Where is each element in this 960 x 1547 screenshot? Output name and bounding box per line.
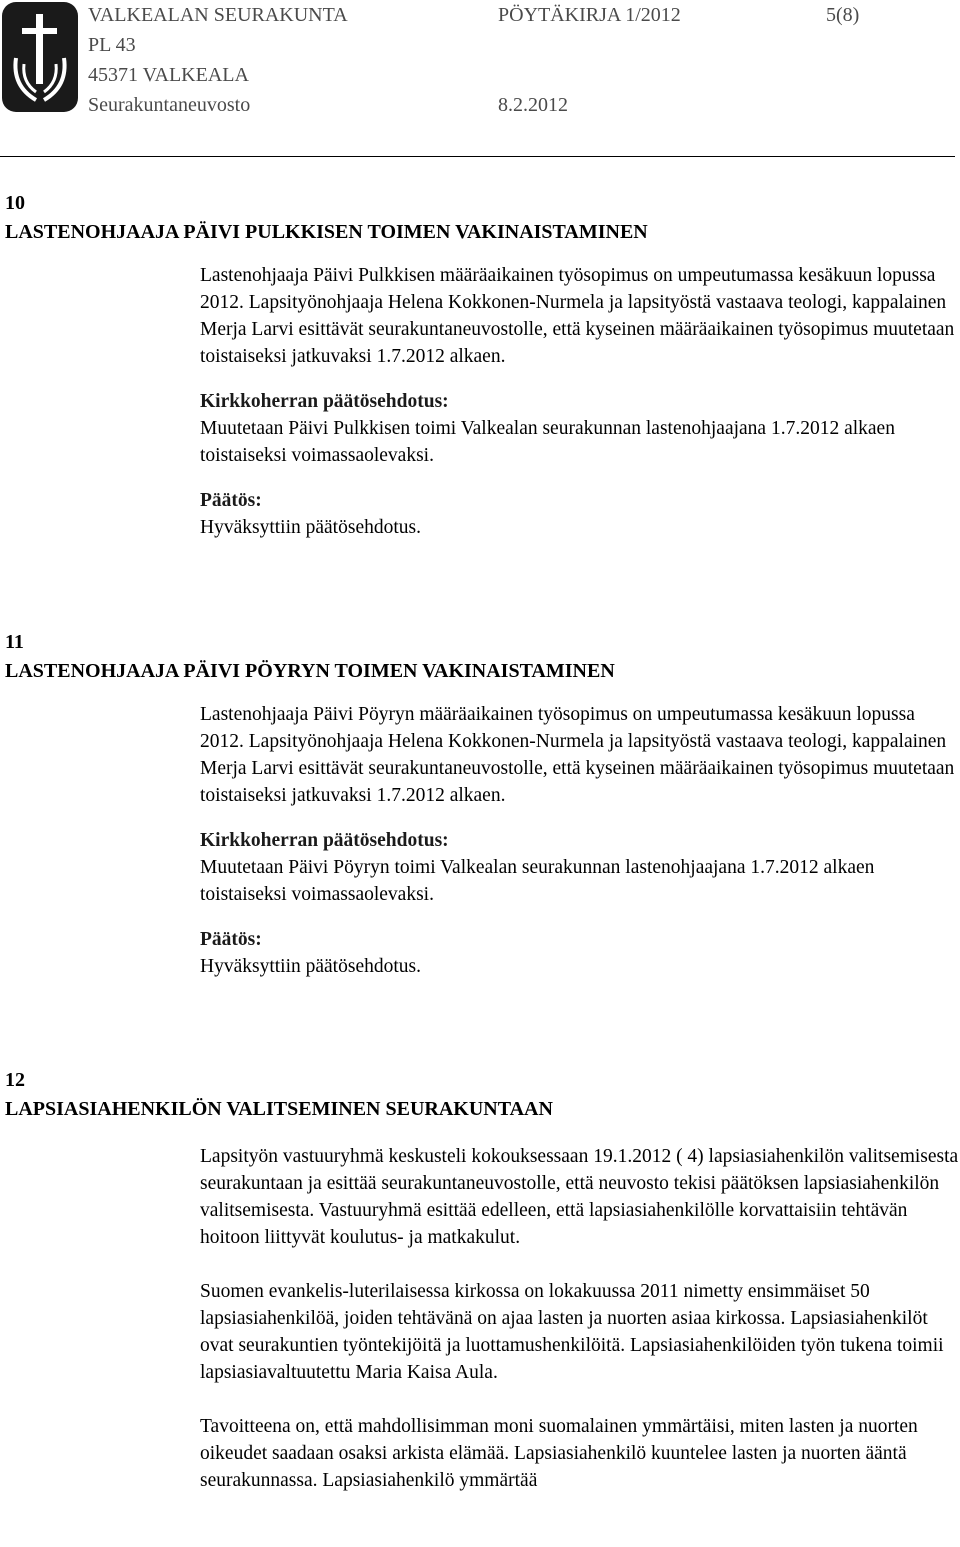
meeting-body: Seurakuntaneuvosto [88,94,251,116]
page-number: 5(8) [826,4,860,26]
section-body [200,262,960,541]
section-title: LASTENOHJAAJA PÄIVI PULKKISEN TOIMEN VAKINAISTAMINEN [5,221,648,243]
section-12 [5,1066,959,1494]
parish-logo-icon [2,2,78,112]
section-number: 11 [5,631,24,653]
section-number: 12 [5,1069,25,1091]
address-line-2: 45371 VALKEALA [88,64,249,86]
decision-label: Päätös: [200,490,262,511]
proposal-text: Muutetaan Päivi Pulkkisen toimi Valkealan seurakunnan lastenohjaajana 1.7.2012 alkaen toistaiseksi voimassaolevaksi. [200,418,895,466]
paragraph: Lapsityön vastuuryhmä keskusteli kokouksessaan 19.1.2012 ( 4) lapsiasiahenkilön valitsemisesta seurakuntaan ja esittää seurakuntaneuvostolle, että neuvosto tekisi päätöksen lapsiasiahenkilön valitsemisesta. Vastuuryhmä esittää edelleen, että lapsiasiahenkilölle korvattaisiin tehtävän hoitoon liittyvät koulutus- ja matkakulut. [200,1146,959,1248]
org-name: VALKEALAN SEURAKUNTA [88,4,348,26]
section-body [200,701,960,980]
section-title: LASTENOHJAAJA PÄIVI PÖYRYN TOIMEN VAKINAISTAMINEN [5,660,615,682]
decision-label: Päätös: [200,929,262,950]
section-title: LAPSIASIAHENKILÖN VALITSEMINEN SEURAKUNTAAN [5,1098,553,1120]
section-10 [5,189,955,541]
doc-title: PÖYTÄKIRJA 1/2012 [498,4,681,26]
paragraph: Suomen evankelis-luterilaisessa kirkossa on lokakuussa 2011 nimetty ensimmäiset 50 lapsiasiahenkilöä, joiden tehtävänä on ajaa lasten ja nuorten asiaa kirkossa. Lapsiasiahenkilöt ovat seurakuntien työntekijöitä ja luottamushenkilöitä. Lapsiasiahenkilöiden työn tukena toimii lapsiasiavaltuutettu Maria Kaisa Aula. [200,1281,944,1383]
proposal-label: Kirkkoherran päätösehdotus: [200,830,449,851]
section-number: 10 [5,192,25,214]
decision-text: Hyväksyttiin päätösehdotus. [200,517,421,538]
paragraph: Tavoitteena on, että mahdollisimman moni suomalainen ymmärtäisi, miten lasten ja nuorten oikeudet saadaan osaksi arkista elämää. Lapsiasiahenkilö kuuntelee lasten ja nuorten ääntä seurakunnassa. Lapsiasiahenkilö ymmärtää [200,1416,918,1491]
header-divider [0,156,955,157]
proposal-label: Kirkkoherran päätösehdotus: [200,391,449,412]
decision-text: Hyväksyttiin päätösehdotus. [200,956,421,977]
meeting-date: 8.2.2012 [498,94,568,116]
section-intro: Lastenohjaaja Päivi Pulkkisen määräaikainen työsopimus on umpeutumassa kesäkuun lopussa 2012. Lapsityönohjaaja Helena Kokkonen-Nurmela ja lapsityöstä vastaava teologi, kappalainen Merja Larvi esittävät seurakuntaneuvostolle, että kyseinen määräaikainen työsopimus muutetaan toistaiseksi jatkuvaksi 1.7.2012 alkaen. [200,265,955,367]
section-body [200,1143,960,1494]
section-intro: Lastenohjaaja Päivi Pöyryn määräaikainen työsopimus on umpeutumassa kesäkuun lopussa 2012. Lapsityönohjaaja Helena Kokkonen-Nurmela ja lapsityöstä vastaava teologi, kappalainen Merja Larvi esittävät seurakuntaneuvostolle, että kyseinen määräaikainen työsopimus muutetaan toistaiseksi jatkuvaksi 1.7.2012 alkaen. [200,704,955,806]
section-11 [5,628,955,980]
proposal-text: Muutetaan Päivi Pöyryn toimi Valkealan seurakunnan lastenohjaajana 1.7.2012 alkaen toistaiseksi voimassaolevaksi. [200,857,875,905]
document-header [88,0,960,120]
address-line-1: PL 43 [88,34,136,56]
